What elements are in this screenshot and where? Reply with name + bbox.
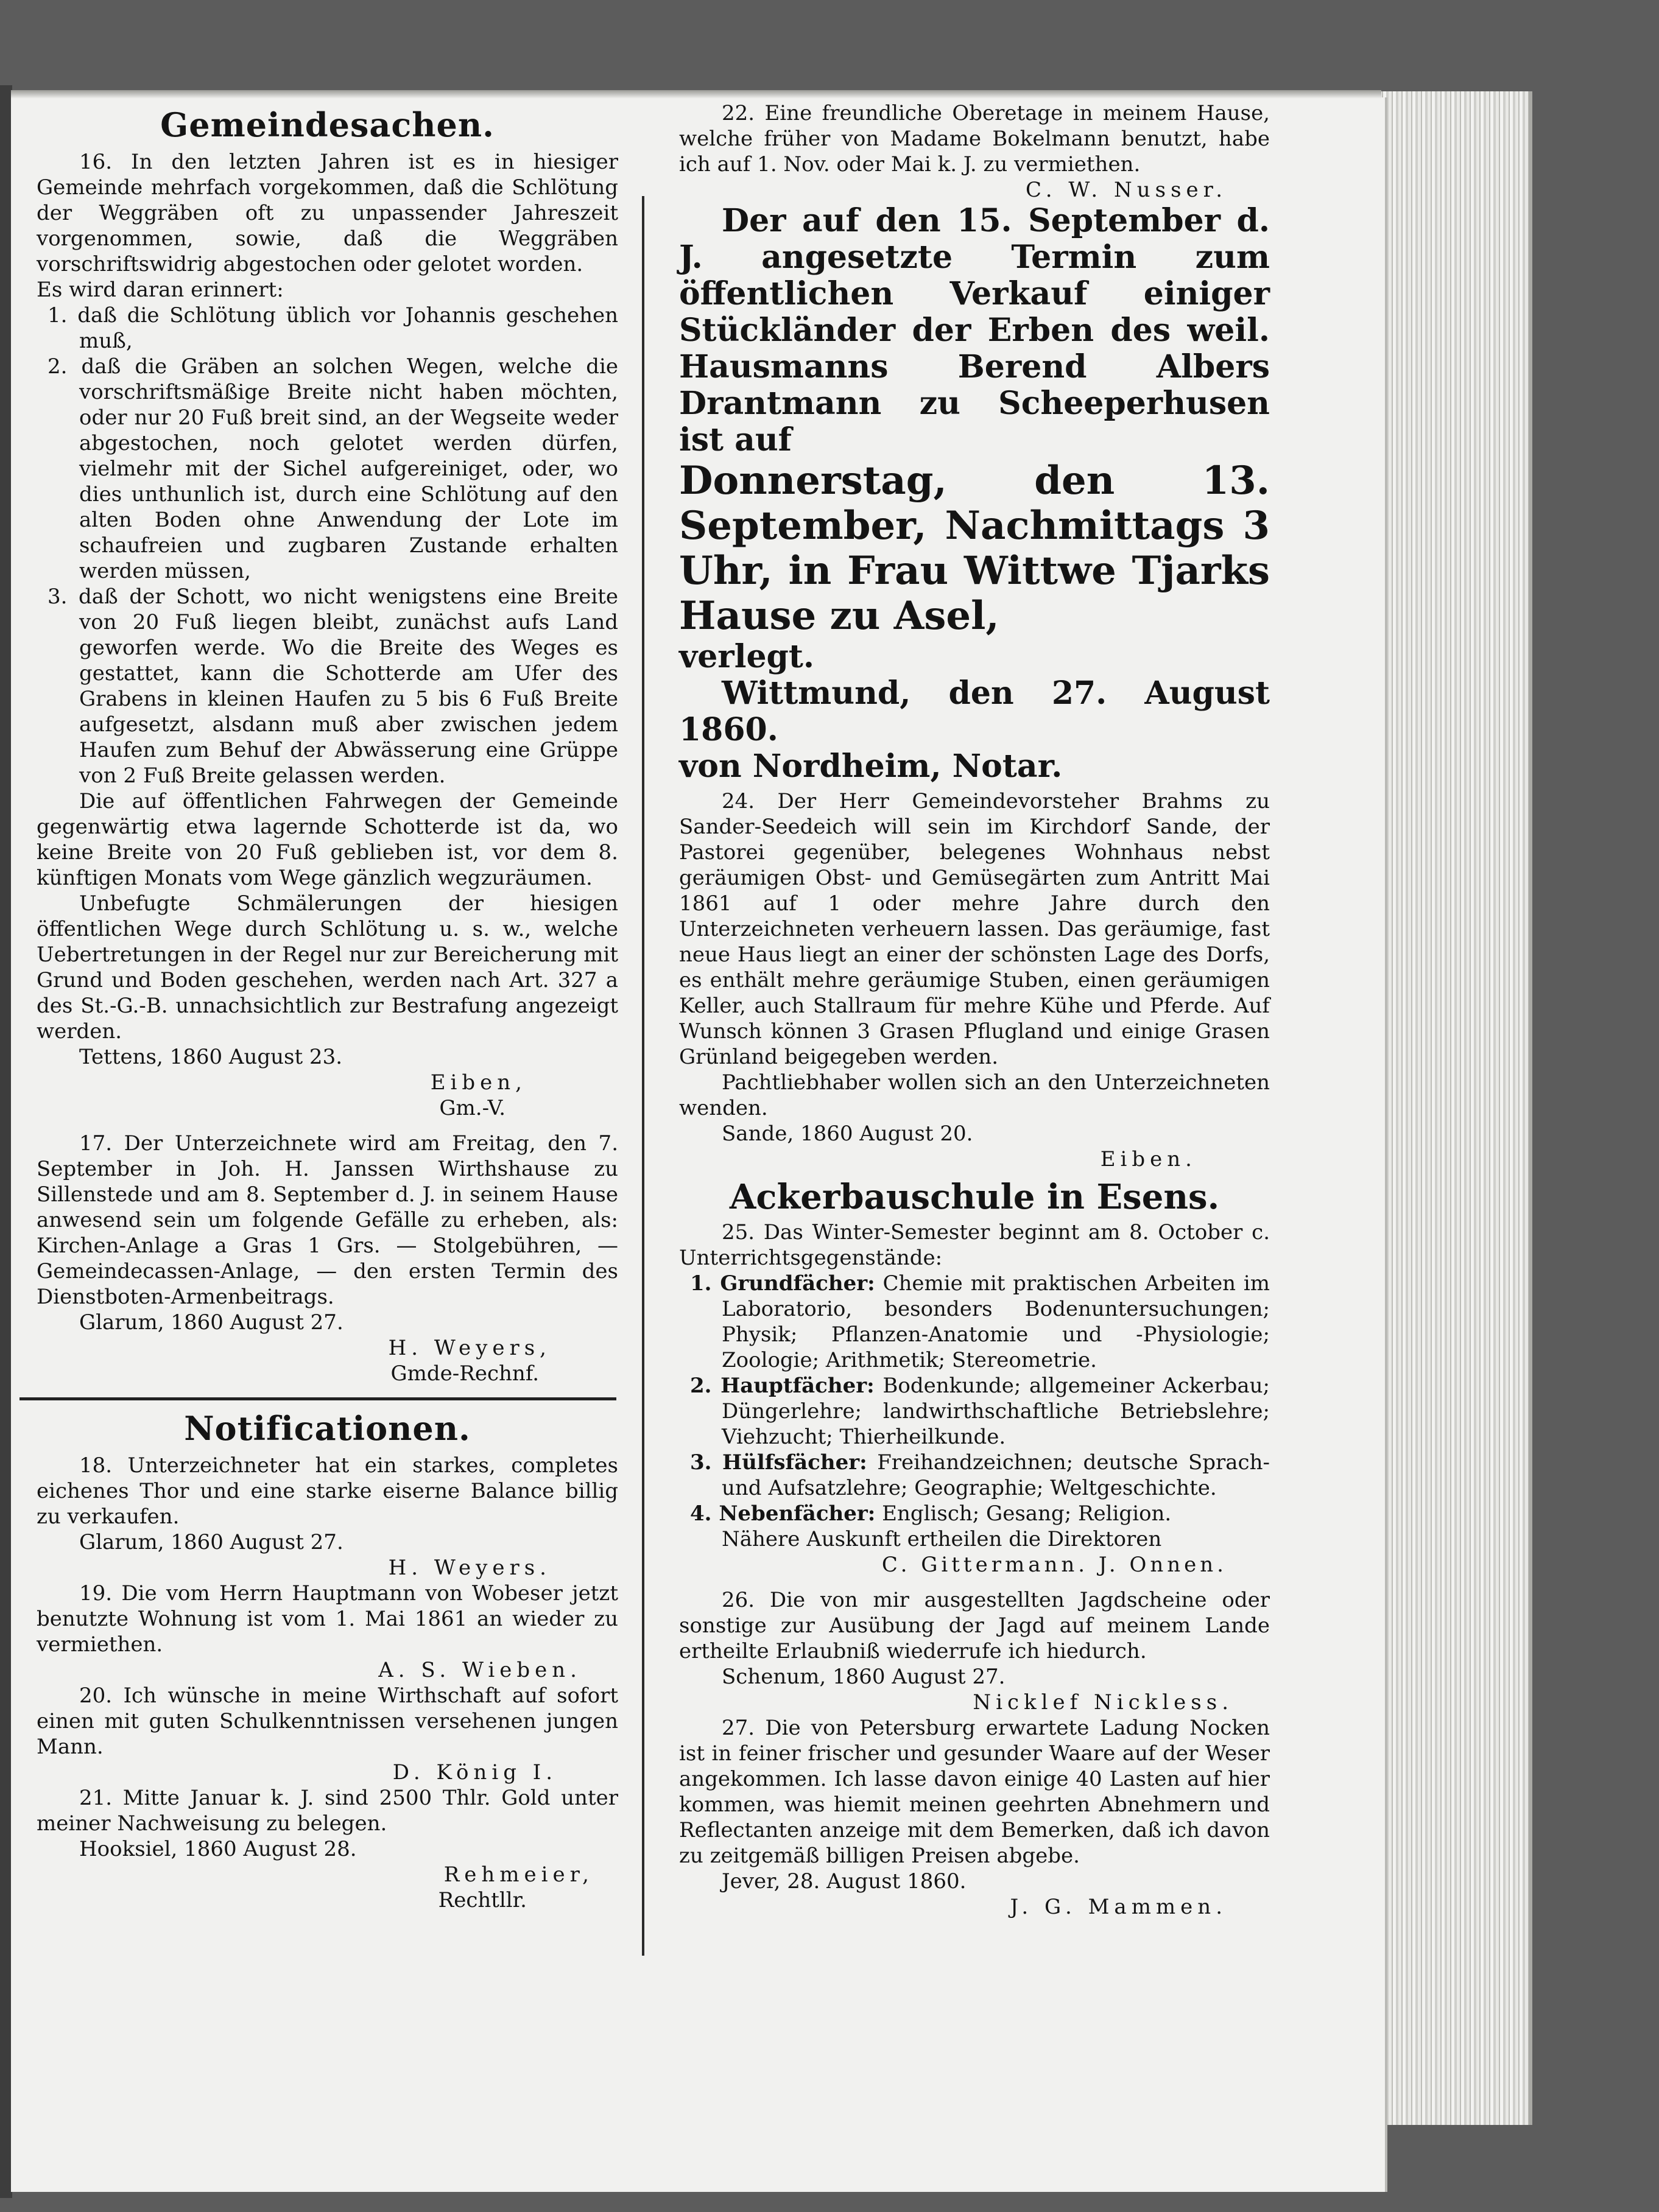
notice-26-place-date: Schenum, 1860 August 27. [722, 1665, 1006, 1689]
notice-25-item-4-text: Englisch; Gesang; Religion. [882, 1501, 1172, 1526]
notice-16-signature: Eiben, [430, 1070, 527, 1095]
notice-25-item-3-label: 3. Hülfsfächer: [690, 1450, 867, 1475]
notice-17-text: 17. Der Unterzeichnete wird am Freitag, den 7. September in Joh. H. Janssen Wirthshause zu Sillenstede und am 8. September d. J. in seinem Hause anwesend sein um folgende Gefälle zu erheben, als: Kirchen-Anlage a Gras 1 Grs. — Stolgebühren, — Gemeindecassen-Anlage, — den ersten Termin des Dienstboten-Armenbeitrags. [37, 1131, 618, 1309]
notice-25-signature: C. Gittermann. J. Onnen. [881, 1553, 1227, 1577]
notice-25-item-2-text: Bodenkunde; allgemeiner Ackerbau; Düngerlehre; landwirthschaftliche Betriebslehre; Viehzucht; Thierheilkunde. [722, 1374, 1270, 1449]
notice-25-item-3-text: Freihandzeichnen; deutsche Sprach- und Aufsatzlehre; Geographie; Weltgeschichte. [722, 1450, 1270, 1500]
notice-27-place-date: Jever, 28. August 1860. [722, 1869, 967, 1894]
notice-16-item-3: 3. daß der Schott, wo nicht wenigstens eine Breite von 20 Fuß liegen bleibt, zunächst aufs Land geworfen werde. Wo die Breite des Weges es gestattet, kann die Schotterde am Ufer des Grabens in kleinen Haufen zu 5 bis 6 Fuß Breite aufgesetzt, alsdann muß aber zwischen jedem Haufen zum Behuf der Abwässerung eine Grüppe von 2 Fuß Breite gelassen werden. [48, 585, 618, 788]
notice-17-place-date: Glarum, 1860 August 27. [79, 1310, 343, 1335]
notice-20-text: 20. Ich wünsche in meine Wirthschaft auf sofort einen mit guten Schulkenntnissen versehenen jungen Mann. [37, 1684, 618, 1759]
page-top-shadow [11, 90, 1381, 99]
notice-23-date-place: Donnerstag, den 13. September, Nachmittags 3 Uhr, in Frau Wittwe Tjarks Hause zu Asel, [679, 458, 1270, 639]
notice-17-signature: H. Weyers, [388, 1336, 551, 1360]
notice-25-item-1-label: 1. Grundfächer: [690, 1271, 875, 1296]
notice-25-item-4-label: 4. Nebenfächer: [690, 1501, 876, 1526]
notice-24-para-2: Pachtliebhaber wollen sich an den Unterzeichneten wenden. [679, 1070, 1270, 1120]
right-column [679, 100, 1270, 1957]
notice-22-text: 22. Eine freundliche Oberetage in meinem Hause, welche früher von Madame Bokelmann benutzt, habe ich auf 1. Nov. oder Mai k. J. zu vermiethen. [679, 101, 1270, 177]
column-divider [642, 196, 644, 1956]
notice-16-signature-title: Gm.-V. [439, 1096, 505, 1120]
notice-16-item-1: 1. daß die Schlötung üblich vor Johannis geschehen muß, [48, 303, 618, 353]
notice-16-para-2: Die auf öffentlichen Fahrwegen der Gemeinde gegenwärtig etwa lagernde Schotterde ist da, wo keine Breite von 20 Fuß geblieben ist, vor dem 8. künftigen Monats vom Wege gänzlich wegzuräumen. [37, 789, 618, 890]
notice-25-item-3 [690, 1450, 1270, 1501]
notice-23-place-date: Wittmund, den 27. August 1860. [679, 675, 1270, 748]
notice-25-more-info: Nähere Auskunft ertheilen die Direktoren [722, 1527, 1162, 1551]
notice-16-reminder: Es wird daran erinnert: [37, 278, 284, 302]
section-rule [19, 1397, 616, 1400]
notice-18-signature: H. Weyers. [388, 1556, 551, 1580]
notice-25-item-4 [690, 1501, 1270, 1526]
notice-25-item-1 [690, 1271, 1270, 1373]
book-page-edges [1376, 91, 1532, 2125]
notice-27-text: 27. Die von Petersburg erwartete Ladung Nocken ist in feiner frischer und gesunder Waare auf der Weser angekommen. Ich lasse davon einige 40 Lasten auf hier kommen, was hiemit meinen geehrten Abnehmern und Reflectanten anzeige mit dem Bemerken, daß ich davon zu zeitgemäß billigen Preisen abgebe. [679, 1716, 1270, 1868]
notice-19-signature: A. S. Wieben. [378, 1658, 582, 1682]
notice-16-intro: 16. In den letzten Jahren ist es in hiesiger Gemeinde mehrfach vorgekommen, daß die Schlötung der Weggräben oft zu unpassender Jahreszeit vorgenommen, sowie, daß die Weggräben vorschriftswidrig abgestochen oder gelotet worden. [37, 150, 618, 276]
notice-16-para-3: Unbefugte Schmälerungen der hiesigen öffentlichen Wege durch Schlötung u. s. w., welche Uebertretungen in der Regel nur zur Bereicherung mit Grund und Boden geschehen, werden nach Art. 327 a des St.-G.-B. unnachsichtlich zur Bestrafung angezeigt werden. [37, 891, 618, 1044]
notice-27-signature: J. G. Mammen. [1010, 1895, 1227, 1919]
notice-16-place-date: Tettens, 1860 August 23. [79, 1045, 343, 1069]
notice-23-signature: von Nordheim, Notar. [679, 748, 1063, 785]
notice-24-signature: Eiben. [1100, 1147, 1197, 1171]
notice-26-signature: Nicklef Nickless. [973, 1690, 1233, 1715]
notice-24-place-date: Sande, 1860 August 20. [722, 1122, 973, 1146]
notice-23-announcement: Der auf den 15. September d. J. angesetzte Termin zum öffentlichen Verkauf einiger Stückländer der Erben des weil. Hausmanns Berend Albers Drantmann zu Scheeperhusen ist auf [679, 202, 1270, 458]
notice-23-verlegt: verlegt. [679, 638, 815, 675]
notice-18-place-date: Glarum, 1860 August 27. [79, 1530, 343, 1554]
notice-24-text: 24. Der Herr Gemeindevorsteher Brahms zu Sander-Seedeich will sein im Kirchdorf Sande, der Pastorei gegenüber, belegenes Wohnhaus nebst geräumigen Obst- und Gemüsegärten zum Antritt Mai 1861 auf 1 oder mehre Jahre durch den Unterzeichneten verheuern lassen. Das geräumige, fast neue Haus liegt an einer der schönsten Lage des Dorfs, es enthält mehre geräumige Stuben, einen geräumigen Keller, auch Stallraum für mehre Kühe und Pferde. Auf Wunsch können 3 Grasen Pflugland und einige Grasen Grünland beigegeben werden. [679, 789, 1270, 1069]
section-heading-gemeindesachen: Gemeindesachen. [160, 105, 495, 144]
left-column [37, 100, 618, 1957]
notice-25-text: 25. Das Winter-Semester beginnt am 8. October c. Unterrichtsgegenstände: [679, 1220, 1270, 1270]
notice-26-text: 26. Die von mir ausgestellten Jagdscheine oder sonstige zur Ausübung der Jagd auf meinem Lande ertheilte Erlaubniß wiederrufe ich hiedurch. [679, 1588, 1270, 1663]
notice-21-text: 21. Mitte Januar k. J. sind 2500 Thlr. Gold unter meiner Nachweisung zu belegen. [37, 1786, 618, 1836]
notice-25-item-1-text: Chemie mit praktischen Arbeiten im Laboratorio, besonders Bodenuntersuchungen; Physik; Pflanzen-Anatomie und -Physiologie; Zoologie; Arithmetik; Stereometrie. [722, 1271, 1270, 1372]
notice-21-place-date: Hooksiel, 1860 August 28. [79, 1837, 357, 1861]
notice-20-signature: D. König I. [392, 1760, 557, 1785]
section-heading-ackerbauschule: Ackerbauschule in Esens. [729, 1177, 1220, 1217]
notice-21-signature: Rehmeier, [443, 1863, 594, 1887]
section-heading-notificationen: Notificationen. [184, 1409, 471, 1448]
notice-25-item-2 [690, 1373, 1270, 1450]
notice-21-signature-title: Rechtllr. [438, 1888, 527, 1912]
notice-25-item-2-label: 2. Hauptfächer: [690, 1374, 875, 1398]
notice-18-text: 18. Unterzeichneter hat ein starkes, completes eichenes Thor und eine starke eiserne Balance billig zu verkaufen. [37, 1453, 618, 1529]
notice-17-signature-title: Gmde-Rechnf. [390, 1361, 539, 1386]
notice-16-item-2: 2. daß die Gräben an solchen Wegen, welche die vorschriftsmäßige Breite nicht haben möchten, oder nur 20 Fuß breit sind, an der Wegseite weder abgestochen, noch gelotet werden dürfen, vielmehr mit der Sichel aufgereiniget, oder, wo dies unthunlich ist, durch eine Schlötung auf den alten Boden ohne Anwendung der Lote im schaufreien und zugbaren Zustande erhalten werden müssen, [48, 354, 618, 583]
notice-22-signature: C. W. Nusser. [1025, 178, 1227, 202]
book-spine-shadow [0, 85, 12, 2198]
notice-19-text: 19. Die vom Herrn Hauptmann von Wobeser jetzt benutzte Wohnung ist vom 1. Mai 1861 an wieder zu vermiethen. [37, 1581, 618, 1657]
